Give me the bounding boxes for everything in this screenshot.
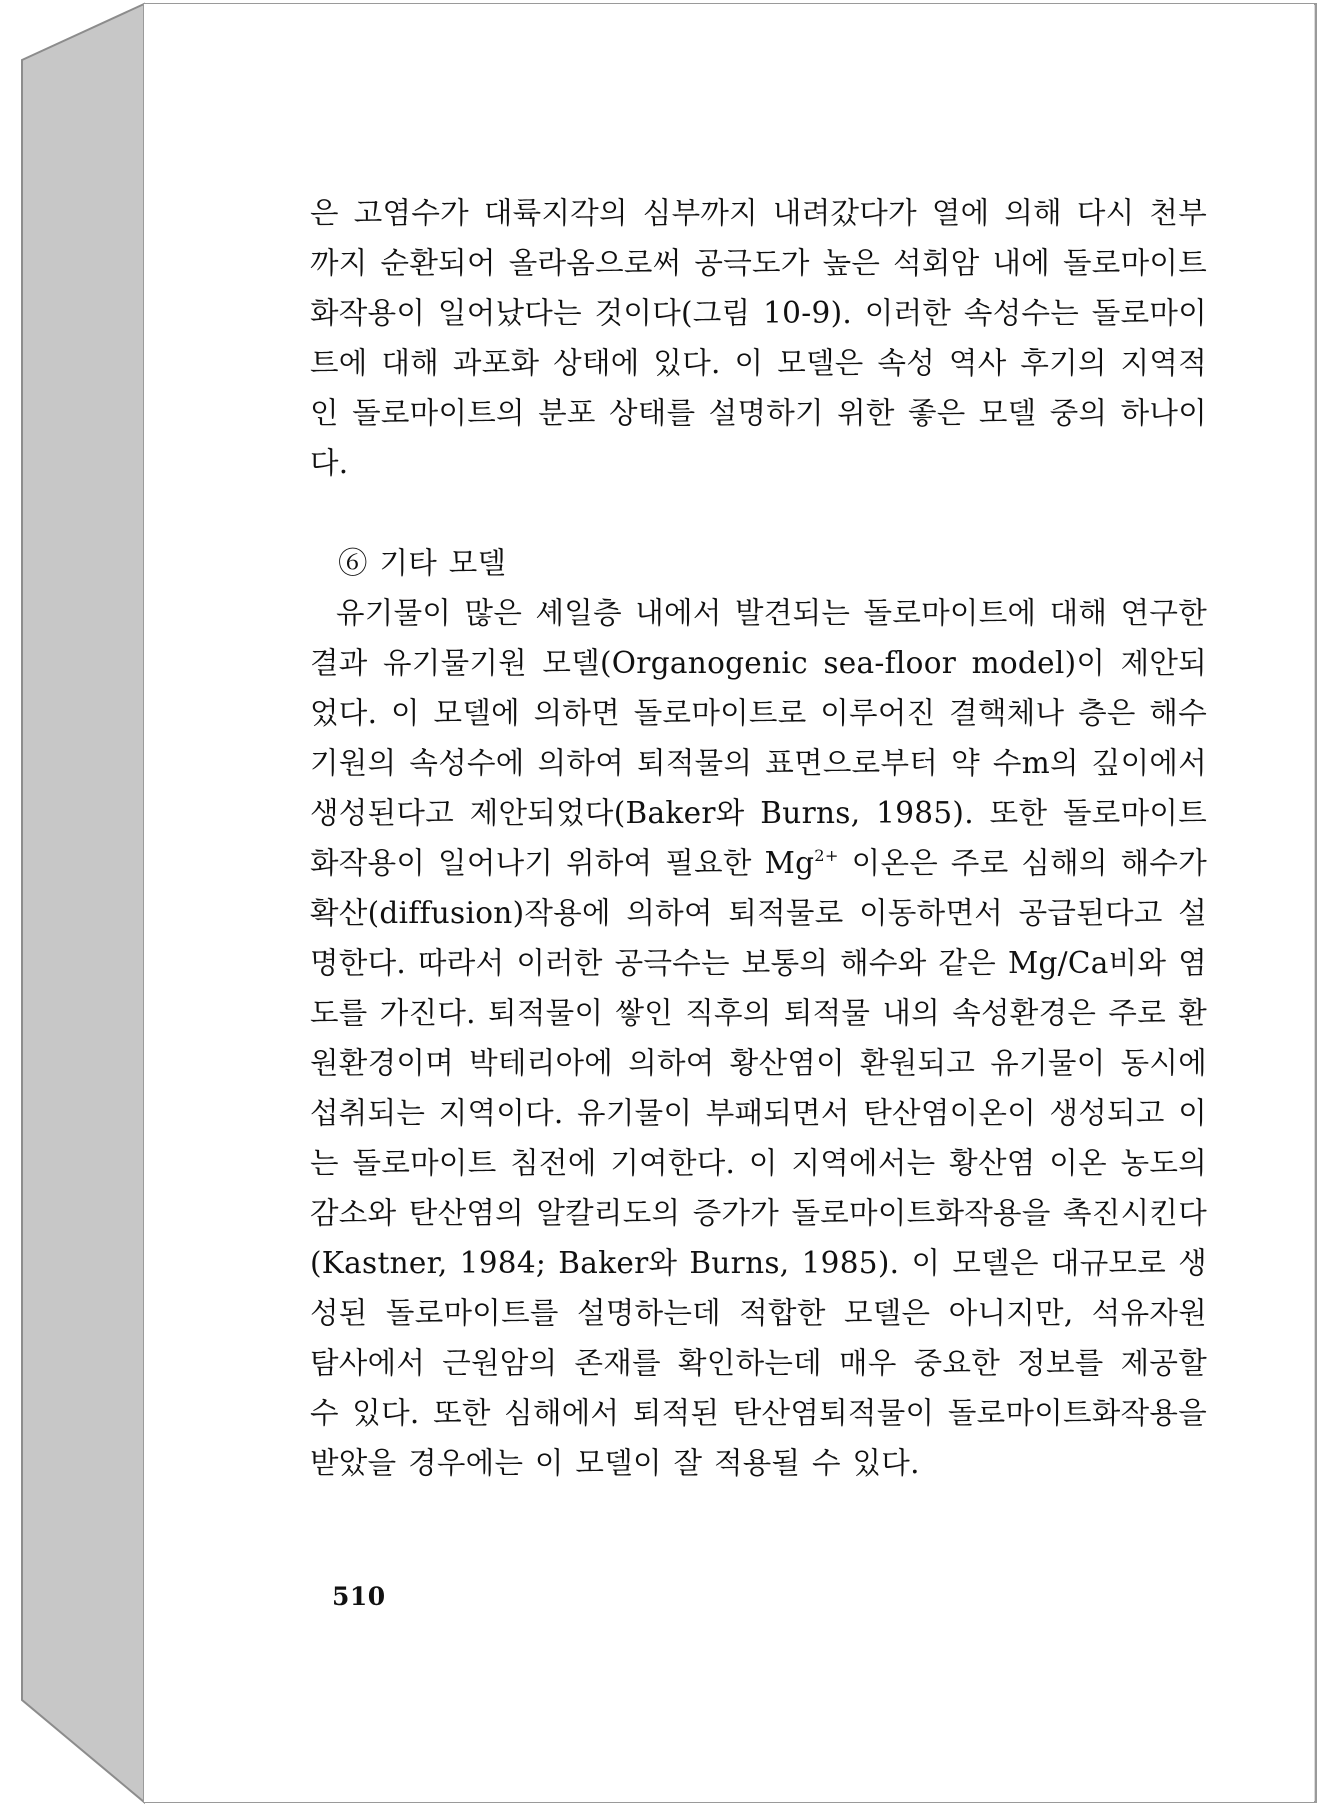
paragraph-text-part2: 이온은 주로 심해의 해수가 확산(diffusion)작용에 의하여 퇴적물로 이동하면서 공급된다고 설명한다. 따라서 이러한 공극수는 보통의 해수와 같은 Mg/Ca비와 염도를 가진다. 퇴적물이 쌓인 직후의 퇴적물 내의 속성환경은 주로 환원환경이며 박테리아에 의하여 황산염이 환원되고 유기물이 동시에 섭취되는 지역이다. 유기물이 부패되면서 탄산염이온이 생성되고 이는 돌로마이트 침전에 기여한다. 이 지역에서는 황산염 이온 농도의 감소와 탄산염의 알칼리도의 증가가 돌로마이트화작용을 촉진시킨다(Kastner, 1984; Baker와 Burns, 1985). 이 모델은 대규모로 생성된 돌로마이트를 설명하는데 적합한 모델은 아니지만, 석유자원 탐사에서 근원암의 존재를 확인하는데 매우 중요한 정보를 제공할 수 있다. 또한 심해에서 퇴적된 탄산염퇴적물이 돌로마이트화작용을 받았을 경우에는 이 모델이 잘 적용될 수 있다.: [310, 846, 1207, 1480]
section-heading: ⑥ 기타 모델: [338, 546, 507, 580]
paragraph-text: 은 고염수가 대륙지각의 심부까지 내려갔다가 열에 의해 다시 천부까지 순환되어 올라옴으로써 공극도가 높은 석회암 내에 돌로마이트화작용이 일어났다는 것이다(그림 10-9). 이러한 속성수는 돌로마이트에 대해 과포화 상태에 있다. 이 모델은 속성 역사 후기의 지역적인 돌로마이트의 분포 상태를 설명하기 위한 좋은 모델 중의 하나이다.: [310, 196, 1207, 480]
page-number: 510: [332, 1582, 386, 1611]
paragraph-continued: [310, 188, 1207, 488]
body-text: [310, 188, 1207, 1488]
paragraph-text-part1: 유기물이 많은 셰일층 내에서 발견되는 돌로마이트에 대해 연구한 결과 유기물기원 모델(Organogenic sea-floor model)이 제안되었다. 이 모델에 의하면 돌로마이트로 이루어진 결핵체나 층은 해수기원의 속성수에 의하여 퇴적물의 표면으로부터 약 수m의 깊이에서 생성된다고 제안되었다(Baker와 Burns, 1985). 또한 돌로마이트화작용이 일어나기 위하여 필요한 Mg: [310, 596, 1207, 880]
mg-ion-superscript: 2+: [814, 845, 839, 865]
paragraph-other-models: [310, 588, 1207, 1488]
book-spine-edge: [22, 4, 144, 1802]
